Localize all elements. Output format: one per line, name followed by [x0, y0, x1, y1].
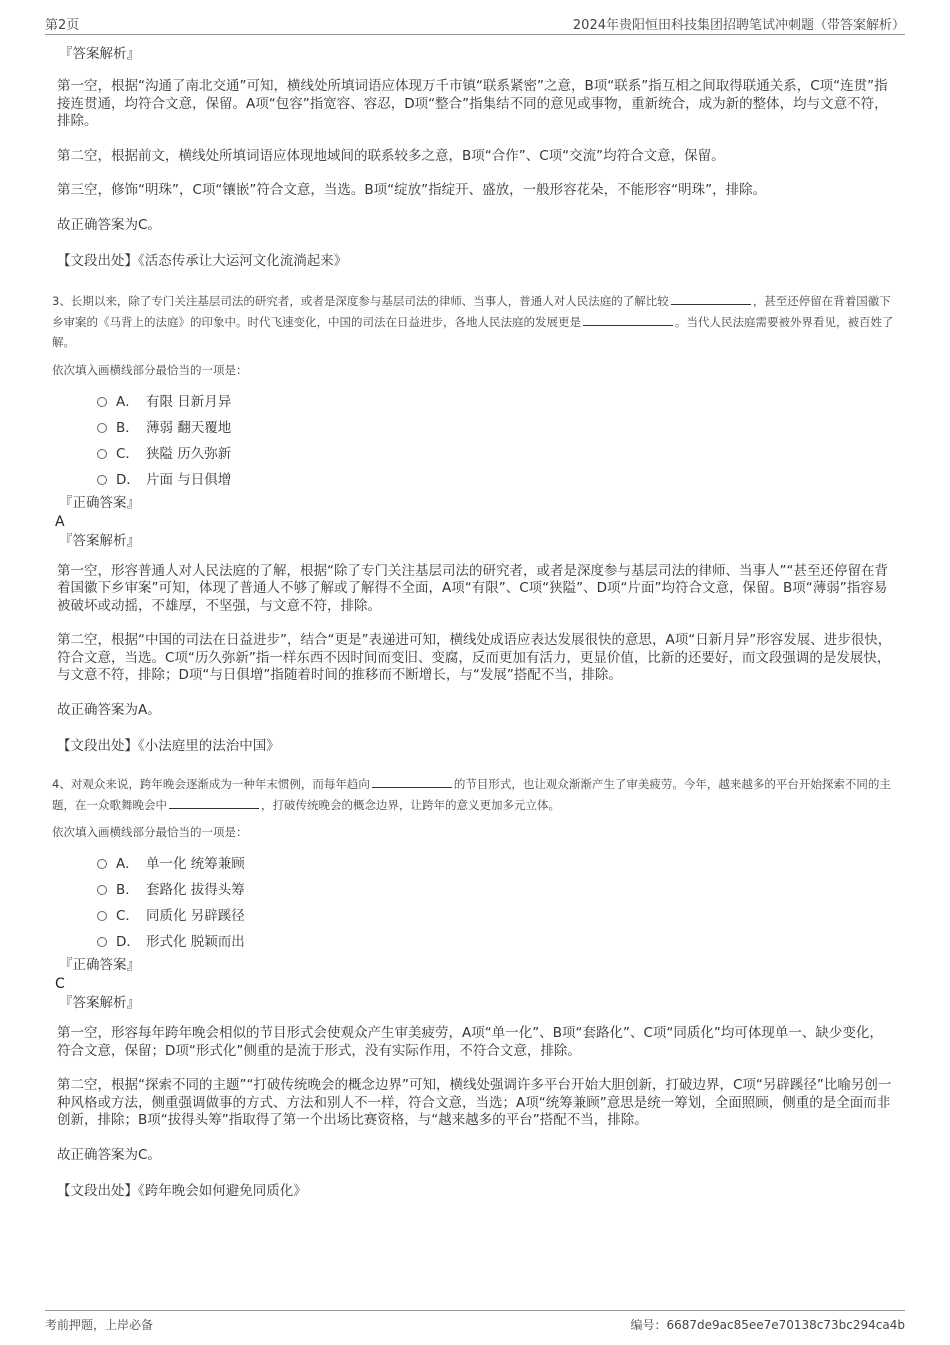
q3-option-c[interactable]	[97, 441, 895, 467]
q3-prompt: 依次填入画横线部分最恰当的一项是：	[52, 362, 248, 377]
q2-source: 【文段出处】《活态传承让大运河文化流淌起来》	[57, 253, 348, 269]
radio-icon[interactable]	[97, 397, 107, 407]
option-text: 套路化 拔得头筹	[146, 882, 245, 898]
q4-correct-label: 『正确答案』	[59, 957, 140, 973]
option-letter: A．	[116, 393, 139, 410]
q4-analysis-label: 『答案解析』	[59, 995, 140, 1011]
option-text: 有限 日新月异	[146, 393, 232, 410]
q4-analysis-p1: 第一空，形容每年跨年晚会相似的节目形式会使观众产生审美疲劳，A项“单一化”、B项“套路化”、C项“同质化”均可体现单一、缺少变化，符合文意，保留；D项“形式化”侧重的是流于形式，没有实际作用，不符合文意，排除。	[57, 1025, 883, 1059]
q2-conclusion: 故正确答案为C。	[57, 216, 161, 233]
page-content	[52, 44, 895, 1201]
q2-analysis-label: 『答案解析』	[59, 46, 140, 62]
option-letter: D．	[116, 471, 140, 488]
q3-analysis-p2: 第二空，根据“中国的司法在日益进步”，结合“更是”表递进可知，横线处成语应表达发展很快的意思，A项“日新月异”形容发展、进步很快，符合文意，当选。C项“历久弥新”指一样东西不因时间而变旧、变腐，反而更加有活力，更显价值，比新的还要好，而文段强调的是发展快，与文意不符，排除；D项“与日俱增”指随着时间的推移而不断增长，与“发展”搭配不当，排除。	[57, 632, 892, 683]
footer-slogan: 考前押题，上岸必备	[45, 1318, 154, 1332]
q4-option-c[interactable]	[97, 903, 895, 929]
q2-analysis-p1: 第一空，根据“沟通了南北交通”可知，横线处所填词语应体现万千市镇“联系紧密”之意，B项“联系”指互相之间取得联通关系，C项“连贯”指接连贯通，均符合文意，保留。A项“包容”指宽容、容忍，D项“整合”指集结不同的意见或事物，重新统合，成为新的整体，均与文意不符，排除。	[57, 78, 888, 129]
option-text: 同质化 另辟蹊径	[146, 908, 245, 924]
q3-blank-2	[583, 313, 673, 326]
q3-analysis-p1: 第一空，形容普通人对人民法庭的了解，根据“除了专门关注基层司法的研究者，或者是深度参与基层司法的律师、当事人”“甚至还停留在背着国徽下乡审案”可知，体现了普通人不够了解或了解得不全面，A项“有限”、C项“狭隘”、D项“片面”均符合文意，保留。B项“薄弱”指容易被破坏或动摇，不雄厚，不坚强，与文意不符，排除。	[57, 562, 888, 614]
q4-source: 【文段出处】《跨年晚会如何避免同质化》	[57, 1183, 307, 1199]
q3-option-b[interactable]	[97, 415, 895, 441]
radio-icon[interactable]	[97, 423, 107, 433]
q3-option-a[interactable]	[97, 389, 895, 415]
q4-option-d[interactable]	[97, 929, 895, 955]
question-4	[52, 774, 895, 1201]
radio-icon[interactable]	[97, 911, 107, 921]
option-letter: B．	[116, 419, 139, 436]
option-letter: C．	[116, 445, 139, 462]
option-text: 片面 与日俱增	[146, 471, 232, 488]
q4-stem-part-a: 4、对观众来说，跨年晚会逐渐成为一种年末惯例，而每年趋向	[52, 777, 370, 791]
option-letter: B．	[116, 882, 139, 898]
q3-conclusion: 故正确答案为A。	[57, 701, 161, 718]
q3-blank-1	[671, 292, 751, 305]
page-number: 第2页	[45, 18, 80, 33]
q4-blank-1	[372, 775, 452, 788]
q4-option-b[interactable]	[97, 877, 895, 903]
q3-stem-part-a: 3、长期以来，除了专门关注基层司法的研究者，或者是深度参与基层司法的律师、当事人，普通人对人民法庭的了解比较	[52, 294, 669, 308]
q4-stem-part-b: 的节目形式，也让观众渐渐产生了审美疲劳。今年，越来越多的平台开始探索不同的主题，在一众歌舞晚会中	[52, 777, 891, 812]
option-letter: D．	[116, 934, 140, 950]
q3-answer: A	[55, 513, 65, 530]
radio-icon[interactable]	[97, 937, 107, 947]
option-letter: C．	[116, 908, 139, 924]
page-header	[45, 12, 905, 35]
q3-stem	[52, 291, 895, 353]
q4-stem-part-c: ，打破传统晚会的概念边界，让跨年的意义更加多元立体。	[261, 797, 560, 812]
q3-analysis-label: 『答案解析』	[59, 532, 140, 549]
q3-correct-label: 『正确答案』	[59, 494, 140, 511]
q3-stem-part-b: ，甚至还停留在背着国徽下乡审案的《马背上的法庭》的印象中。时代飞速变化，中国的司法在日益进步，各地人民法庭的发展更是	[52, 294, 891, 329]
q2-analysis	[57, 44, 895, 271]
option-text: 狭隘 历久弥新	[146, 445, 232, 462]
option-text: 薄弱 翻天覆地	[146, 419, 232, 436]
question-3	[52, 291, 895, 756]
q2-analysis-p2: 第二空，根据前文，横线处所填词语应体现地域间的联系较多之意，B项“合作”、C项“交流”均符合文意，保留。	[57, 147, 725, 164]
document-id: 编号：6687de9ac85ee7e70138c73bc294ca4b	[630, 1318, 905, 1332]
option-text: 形式化 脱颖而出	[146, 934, 245, 950]
radio-icon[interactable]	[97, 885, 107, 895]
q3-option-d[interactable]	[97, 467, 895, 493]
radio-icon[interactable]	[97, 475, 107, 485]
q4-answer: C	[55, 976, 65, 992]
option-text: 单一化 统筹兼顾	[146, 856, 245, 872]
q2-analysis-p3: 第三空，修饰“明珠”，C项“镶嵌”符合文意，当选。B项“绽放”指绽开、盛放，一般形容花朵，不能形容“明珠”，排除。	[57, 182, 767, 198]
q4-option-a[interactable]	[97, 851, 895, 877]
option-letter: A．	[116, 856, 139, 872]
q3-stem-part-c: 。当代人民法庭需要被外界看见，被百姓了解。	[52, 314, 894, 349]
q4-analysis-p2: 第二空，根据“探索不同的主题”“打破传统晚会的概念边界”可知，横线处强调许多平台开始大胆创新，打破边界，C项“另辟蹊径”比喻另创一种风格或方法，侧重强调做事的方式、方法和别人不一样，符合文意，当选；A项“统筹兼顾”意思是统一筹划，全面照顾，侧重的是全面而非创新，排除；B项“拔得头筹”指取得了第一个出场比赛资格，与“越来越多的平台”搭配不当，排除。	[57, 1077, 892, 1128]
document-title: 2024年贵阳恒田科技集团招聘笔试冲刺题（带答案解析）	[572, 18, 905, 33]
q4-options	[97, 851, 895, 955]
page-footer	[45, 1310, 905, 1335]
q3-options	[97, 389, 895, 493]
q4-prompt: 依次填入画横线部分最恰当的一项是：	[52, 825, 248, 839]
q3-source: 【文段出处】《小法庭里的法治中国》	[57, 738, 280, 754]
q4-conclusion: 故正确答案为C。	[57, 1146, 161, 1163]
q4-blank-2	[169, 796, 259, 809]
radio-icon[interactable]	[97, 859, 107, 869]
radio-icon[interactable]	[97, 449, 107, 459]
q4-stem	[52, 774, 895, 815]
